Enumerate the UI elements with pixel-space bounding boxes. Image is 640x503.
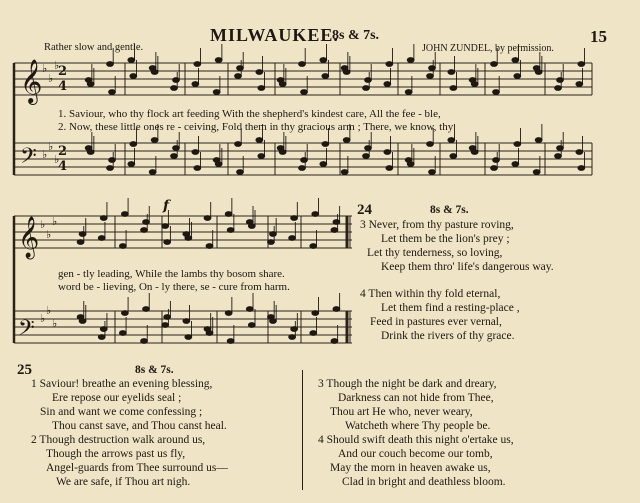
tempo-marking: Rather slow and gentle. [44, 42, 144, 53]
notehead [514, 74, 521, 79]
notehead [578, 62, 585, 67]
notehead [185, 335, 192, 340]
notehead [535, 70, 542, 75]
notehead [128, 58, 135, 63]
notehead [363, 86, 370, 91]
notehead [141, 228, 148, 233]
notehead [235, 142, 242, 147]
verse-line: And our couch become our tomb, [338, 448, 493, 460]
notehead [109, 90, 116, 95]
notehead [121, 212, 128, 217]
notehead [100, 327, 107, 332]
notehead [143, 220, 150, 225]
notehead [256, 138, 263, 143]
notehead [427, 142, 434, 147]
notehead [557, 146, 564, 151]
composer-credit: JOHN ZUNDEL, by permission. [422, 43, 554, 54]
verse-line: 4 Should swift death this night o'ertake us, [318, 434, 514, 446]
notehead [185, 236, 192, 241]
notehead [512, 162, 519, 167]
notehead [237, 170, 244, 175]
bass-clef-icon: 𝄢 [20, 144, 37, 174]
notehead [248, 323, 255, 328]
verse-line: Keep them thro' life's dangerous way. [381, 261, 554, 273]
notehead [365, 146, 372, 151]
notehead [121, 311, 128, 316]
notehead [206, 244, 213, 249]
verse-line: Thou art He who, never weary, [330, 406, 473, 418]
notehead [270, 232, 277, 237]
svg-text:2: 2 [58, 144, 68, 159]
verse-line: Let them be the lion's prey ; [381, 233, 510, 245]
notehead [164, 315, 171, 320]
notehead [268, 240, 275, 245]
notehead [384, 82, 391, 87]
notehead [119, 331, 126, 336]
notehead [130, 74, 137, 79]
notehead [79, 319, 86, 324]
notehead [578, 166, 585, 171]
notehead [130, 142, 137, 147]
verse-line: Watcheth where Thy people be. [345, 420, 491, 432]
verse-line: 3 Never, from thy pasture roving, [360, 219, 514, 231]
notehead [343, 70, 350, 75]
verse-line: Drink the rivers of thy grace. [381, 330, 515, 342]
notehead [555, 154, 562, 159]
notehead [407, 162, 414, 167]
notehead [310, 331, 317, 336]
notehead [512, 58, 519, 63]
notehead [535, 138, 542, 143]
notehead [491, 62, 498, 67]
notehead [429, 66, 436, 71]
verse-line: Feed in pastures ever vernal, [370, 316, 502, 328]
notehead [320, 162, 327, 167]
hymn-meter: 8s & 7s. [430, 204, 469, 216]
notehead [386, 166, 393, 171]
verse-line: 3 Though the night be dark and dreary, [318, 378, 497, 390]
notehead [365, 78, 372, 83]
notehead [363, 154, 370, 159]
notehead [87, 82, 94, 87]
notehead [429, 170, 436, 175]
verse-line: 1 Saviour! breathe an evening blessing, [31, 378, 213, 390]
notehead [407, 58, 414, 63]
notehead [386, 62, 393, 67]
notehead [471, 150, 478, 155]
notehead [312, 212, 319, 217]
notehead [533, 170, 540, 175]
notehead [173, 78, 180, 83]
notehead [227, 339, 234, 344]
notehead [100, 216, 107, 221]
notehead [333, 307, 340, 312]
notehead [270, 319, 277, 324]
notehead [225, 311, 232, 316]
notehead [471, 82, 478, 87]
notehead [491, 166, 498, 171]
notehead [164, 240, 171, 245]
notehead [427, 74, 434, 79]
verse-line: Clad in bright and deathless bloom. [342, 476, 506, 488]
notehead [384, 150, 391, 155]
verse-line: Let them find a resting-place , [381, 302, 520, 314]
notehead [405, 90, 412, 95]
notehead [98, 335, 105, 340]
notehead [448, 138, 455, 143]
dynamic-mark: f [163, 198, 170, 214]
notehead [557, 78, 564, 83]
lyric-line: 1. Saviour, who thy flock art feeding With the shepherd's kindest care, All the fee - ble, [58, 108, 441, 120]
bass-clef-icon: 𝄢 [18, 316, 35, 346]
notehead [151, 138, 158, 143]
hymn-number: 24 [357, 202, 372, 218]
svg-text:♭: ♭ [54, 59, 60, 72]
lyric-line: 2. Now, these little ones re - ceiving, Fold them in thy gracious arm ; There, we know, thy [58, 121, 454, 133]
column-divider [302, 370, 303, 490]
svg-text:♭: ♭ [40, 218, 46, 231]
verse-line: Sin and want we come confessing ; [40, 406, 203, 418]
notehead [109, 158, 116, 163]
notehead [279, 150, 286, 155]
notehead [151, 70, 158, 75]
notehead [206, 331, 213, 336]
notehead [341, 170, 348, 175]
hymn-meter: 8s & 7s. [135, 364, 174, 376]
treble-clef-icon: 𝄞 [18, 217, 40, 258]
notehead [343, 138, 350, 143]
page-number: 15 [590, 27, 607, 46]
svg-text:♭: ♭ [46, 228, 52, 241]
notehead [555, 86, 562, 91]
notehead [143, 307, 150, 312]
notehead [128, 162, 135, 167]
lyric-line: gen - tly leading, While the lambs thy bosom share. [58, 268, 285, 280]
verse-line: May the morn in heaven awake us, [330, 462, 491, 474]
notehead [289, 335, 296, 340]
notehead [204, 216, 211, 221]
notehead [194, 166, 201, 171]
notehead [77, 240, 84, 245]
notehead [299, 166, 306, 171]
notehead [171, 154, 178, 159]
notehead [149, 170, 156, 175]
verse-line: 2 Though destruction walk around us, [31, 434, 206, 446]
notehead [289, 236, 296, 241]
notehead [291, 327, 298, 332]
notehead [333, 220, 340, 225]
hymn-meter: 8s & 7s. [332, 28, 380, 43]
notehead [162, 323, 169, 328]
svg-text:♭: ♭ [48, 140, 54, 153]
svg-text:♭: ♭ [46, 304, 52, 317]
notehead [450, 154, 457, 159]
notehead [291, 216, 298, 221]
notehead [301, 90, 308, 95]
svg-text:♭: ♭ [42, 62, 48, 75]
notehead [331, 339, 338, 344]
svg-text:♭: ♭ [42, 148, 48, 161]
notehead [246, 307, 253, 312]
svg-text:4: 4 [58, 79, 68, 94]
svg-text:♭: ♭ [48, 72, 54, 85]
svg-text:4: 4 [58, 159, 68, 174]
notehead [576, 150, 583, 155]
verse-line: Though the arrows past us fly, [46, 448, 186, 460]
notehead [299, 62, 306, 67]
verse-line: We are safe, if Thou art nigh. [56, 476, 191, 488]
svg-text:♭: ♭ [40, 312, 46, 325]
notehead [450, 86, 457, 91]
notehead [194, 62, 201, 67]
svg-text:♭: ♭ [52, 317, 58, 330]
key-signature-flats [40, 59, 59, 330]
notehead [192, 82, 199, 87]
lyric-line: word be - lieving, On - ly there, se - cure from harm. [58, 281, 290, 293]
notehead [225, 212, 232, 217]
notehead [322, 142, 329, 147]
verse-line: Darkness can not hide from Thee, [338, 392, 494, 404]
notehead [331, 228, 338, 233]
notehead [493, 158, 500, 163]
notehead [301, 158, 308, 163]
notehead [493, 90, 500, 95]
notehead [312, 311, 319, 316]
hymn-number: 25 [17, 362, 32, 378]
notehead [256, 70, 263, 75]
verse-line: 4 Then within thy fold eternal, [360, 288, 501, 300]
notehead [215, 58, 222, 63]
svg-text:2: 2 [58, 64, 68, 79]
svg-text:♭: ♭ [52, 215, 58, 228]
notehead [171, 86, 178, 91]
verse-line: Thou canst save, and Thou canst heal. [52, 420, 227, 432]
notehead [237, 66, 244, 71]
verse-line: Angel-guards from Thee surround us— [46, 462, 228, 474]
notehead [322, 74, 329, 79]
notehead [87, 150, 94, 155]
notehead [192, 150, 199, 155]
notehead [141, 339, 148, 344]
verse-line: Let thy tenderness, so loving, [367, 247, 503, 259]
notehead [258, 86, 265, 91]
notehead [107, 62, 114, 67]
svg-text:♭: ♭ [54, 153, 60, 166]
notehead [79, 232, 86, 237]
notehead [248, 224, 255, 229]
treble-clef-icon: 𝄞 [20, 59, 43, 103]
notehead [183, 319, 190, 324]
notehead [215, 162, 222, 167]
notehead [514, 142, 521, 147]
notehead [448, 70, 455, 75]
notehead [235, 74, 242, 79]
notehead [258, 154, 265, 159]
notehead [279, 82, 286, 87]
verse-line: Ere repose our eyelids seal ; [52, 392, 182, 404]
notehead [173, 146, 180, 151]
notehead [107, 166, 114, 171]
notehead [320, 58, 327, 63]
notehead [213, 90, 220, 95]
hymn-title: MILWAUKEE. [210, 25, 339, 45]
notehead [162, 224, 169, 229]
notehead [576, 82, 583, 87]
notehead [227, 228, 234, 233]
notehead [98, 236, 105, 241]
notehead [119, 244, 126, 249]
notehead [310, 244, 317, 249]
